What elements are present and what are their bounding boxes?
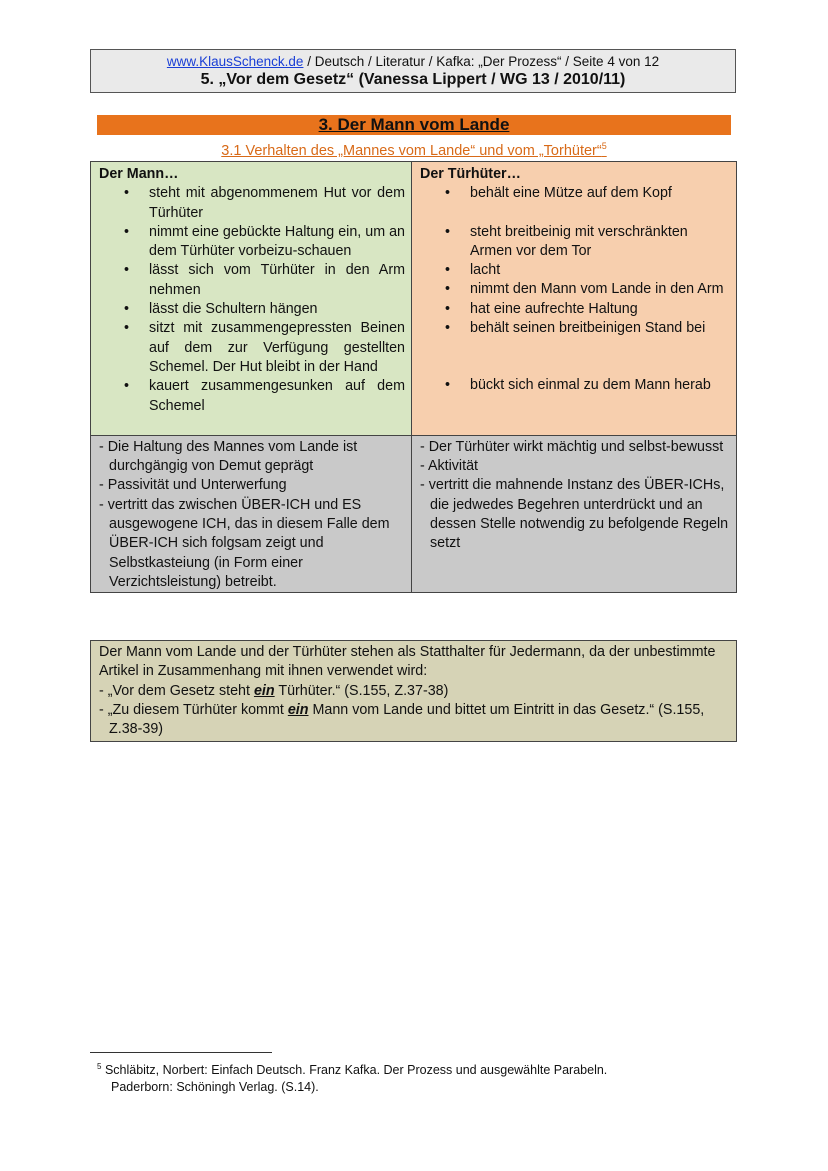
list-item: - Die Haltung des Mannes vom Lande ist durchgängig von Demut geprägt: [99, 438, 358, 475]
right-interpretation: [412, 435, 737, 592]
list-item: • lacht: [445, 262, 501, 279]
list-item: - Aktivität: [420, 458, 478, 475]
list-item: - vertritt die mahnende Instanz des ÜBER-ICHs, die jedwedes Begehren unterdrückt und an dessen Stelle notwendig zu befolgende Regeln setzt: [420, 477, 729, 552]
footnote-divider: [90, 1052, 272, 1053]
footnote-ref: 5: [601, 141, 607, 151]
left-observations: [91, 162, 412, 436]
list-item: - vertritt das zwischen ÜBER-ICH und ES ausgewogene ICH, das in diesem Falle dem ÜBER-ICH sich folgsam zeigt und Selbstkasteiung (in Form einer Verzichtsleistung) betreibt.: [99, 496, 390, 590]
list-item: • nimmt eine gebückte Haltung ein, um an dem Türhüter vorbeizu-schauen: [124, 223, 405, 260]
right-heading: Der Türhüter…: [420, 166, 521, 182]
list-item: • steht mit abgenommenem Hut vor dem Türhüter: [124, 185, 405, 221]
section-subtitle: 3.1 Verhalten des „Mannes vom Lande“ und vom „Torhüter“$^5$: [221, 141, 607, 159]
quote-1: - „Vor dem Gesetz steht ein Türhüter.“ (S.155, Z.37-38): [99, 682, 449, 699]
list-item: • sitzt mit zusammengepressten Beinen auf dem zur Verfügung gestellten Schemel. Der Hut bleibt in der Hand: [124, 320, 405, 375]
list-item: • lässt die Schultern hängen: [124, 301, 318, 318]
left-interpretation: [91, 435, 412, 592]
left-heading: Der Mann…: [99, 166, 179, 182]
list-item: • behält eine Mütze auf dem Kopf: [445, 185, 672, 202]
footnote: $^5$ Schläbitz, Norbert: Einfach Deutsch. Franz Kafka. Der Prozess und ausgewählte Parabeln. Paderborn: Schöningh Verlag. (S.14).: [97, 1062, 608, 1095]
comparison-table: [90, 161, 737, 593]
right-observations: [412, 162, 737, 436]
list-item: - Der Türhüter wirkt mächtig und selbst-bewusst: [420, 438, 724, 455]
list-item: • lässt sich vom Türhüter in den Arm nehmen: [124, 262, 405, 298]
list-item: • nimmt den Mann vom Lande in den Arm: [445, 281, 724, 298]
page-header: [90, 49, 736, 93]
header-title: 5. „Vor dem Gesetz“ (Vanessa Lippert / WG 13 / 2010/11): [200, 71, 626, 88]
footnote-number: 5: [97, 1062, 102, 1071]
header-line: [91, 53, 735, 70]
list-item: - Passivität und Unterwerfung: [99, 477, 287, 494]
site-link[interactable]: www.KlausSchenck.de: [166, 54, 304, 69]
list-item: • behält seinen breitbeinigen Stand bei: [445, 320, 706, 337]
summary-intro: Der Mann vom Lande und der Türhüter stehen als Statthalter für Jedermann, da der unbestimmte Artikel in Zusammenhang mit ihnen verwendet wird:: [99, 644, 716, 680]
quote-2: - „Zu diesem Türhüter kommt ein Mann vom Lande und bittet um Eintritt in das Gesetz.“ (S.155, Z.38-39): [99, 701, 705, 738]
list-item: • hat eine aufrechte Haltung: [445, 300, 638, 317]
list-item: • kauert zusammengesunken auf dem Schemel: [124, 378, 405, 414]
list-item: • bückt sich einmal zu dem Mann herab: [445, 377, 711, 394]
list-item: • steht breitbeinig mit verschränkten Armen vor dem Tor: [445, 223, 688, 259]
section-title: 3. Der Mann vom Lande: [318, 115, 510, 134]
summary-box: [90, 640, 737, 742]
header-path: / Deutsch / Literatur / Kafka: „Der Prozess“ / Seite 4 von 12: [303, 54, 660, 69]
